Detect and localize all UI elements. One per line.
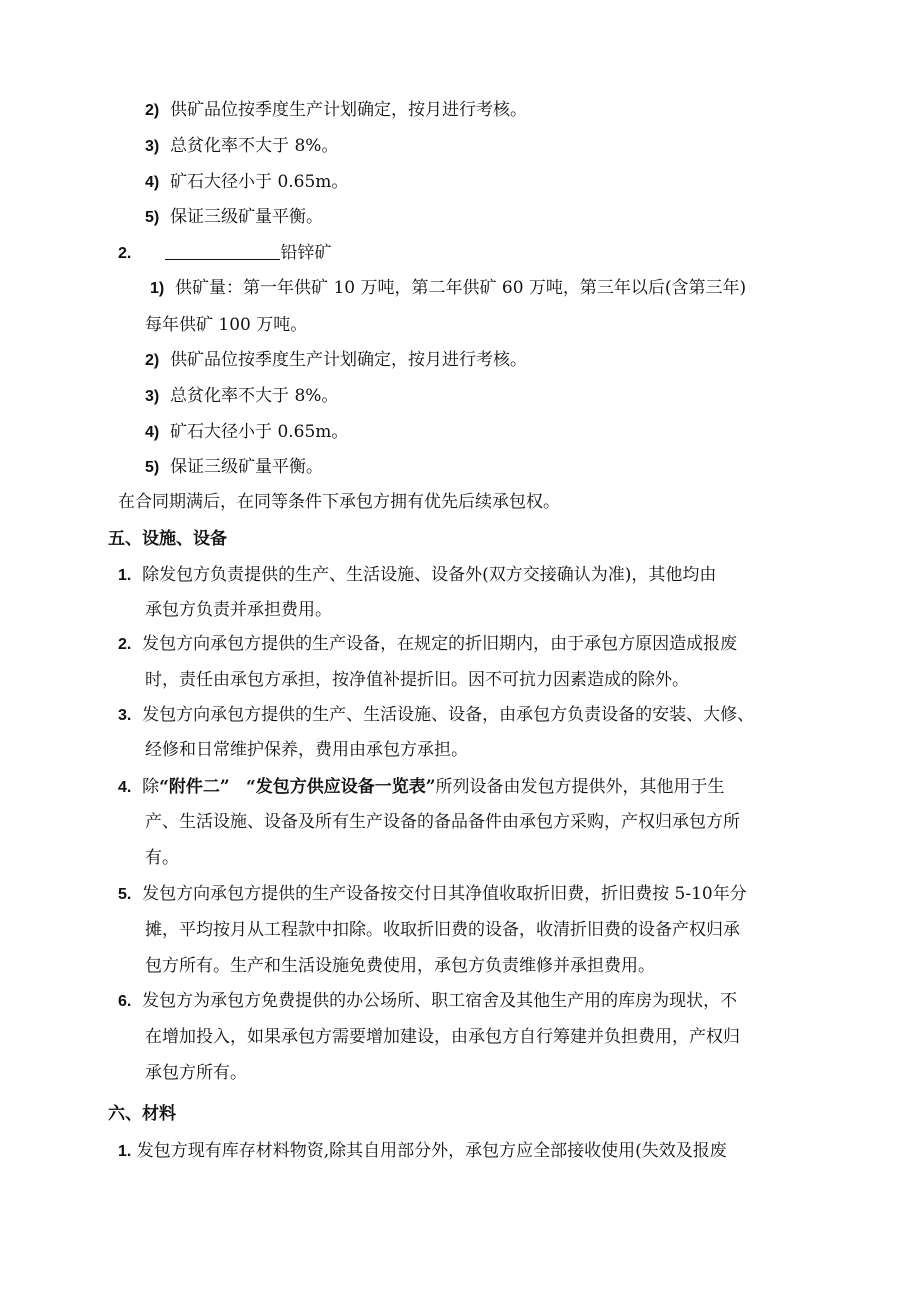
paragraph-text: 发包方为承包方免费提供的办公场所、职工宿舍及其他生产用的库房为现状，不: [142, 991, 738, 1011]
paragraph-number: 2.: [118, 636, 132, 653]
paragraph-text: 除发包方负责提供的生产、生活设施、设备外(双方交接确认为准)，其他均由: [142, 565, 717, 585]
paragraph-1: [118, 563, 716, 588]
list-text-continuation: 每年供矿 100 万吨。: [145, 315, 308, 335]
paragraph-continuation: 经修和日常维护保养，费用由承包方承担。: [145, 740, 468, 760]
renewal-paragraph: 在合同期满后，在同等条件下承包方拥有优先后续承包权。: [118, 492, 560, 512]
paragraph-continuation: 产、生活设施、设备及所有生产设备的备品备件由承包方采购，产权归承包方所: [145, 812, 740, 832]
paragraph-number: 5.: [118, 886, 132, 903]
fill-in-blank: [165, 242, 280, 260]
paragraph-text: 发包方向承包方提供的生产设备，在规定的折旧期内，由于承包方原因造成报废: [142, 634, 738, 654]
section-heading: 五、设施、设备: [108, 529, 227, 549]
list-item: [145, 384, 338, 409]
paragraph-5: [118, 882, 747, 907]
paragraph-text: 所列设备由发包方提供外，其他用于生: [435, 777, 725, 797]
paragraph-number: 4.: [118, 779, 132, 796]
list-number: 2): [145, 102, 160, 119]
list-number: 5): [145, 209, 160, 226]
list-item: [145, 98, 527, 123]
list-number: 3): [145, 138, 160, 155]
list-number: 4): [145, 424, 160, 441]
paragraph-continuation: 有。: [145, 848, 179, 868]
paragraph-continuation: 包方所有。生产和生活设施免费使用，承包方负责维修并承担费用。: [145, 956, 655, 976]
list-item: [145, 348, 527, 373]
list-item: [145, 455, 323, 480]
paragraph-2: [118, 632, 737, 657]
paragraph-continuation: 时，责任由承包方承担，按净值补提折旧。因不可抗力因素造成的除外。: [145, 670, 689, 690]
list-text: 矿石大径小于 0.65m。: [170, 422, 349, 442]
list-number: 1): [150, 280, 165, 297]
paragraph-4: [118, 775, 725, 800]
list-item: [150, 276, 746, 301]
list-item: [145, 420, 348, 445]
appendix-reference: “附件二”: [159, 777, 230, 797]
paragraph-3: [118, 703, 754, 728]
equipment-list-reference: “发包方供应设备一览表”: [245, 777, 436, 797]
paragraph-continuation: 承包方所有。: [145, 1063, 247, 1083]
paragraph-text: 发包方现有库存材料物资,除其自用部分外，承包方应全部接收使用(失效及报废: [136, 1141, 727, 1161]
list-item: [145, 134, 338, 159]
list-number: 4): [145, 174, 160, 191]
list-text: 保证三级矿量平衡。: [170, 207, 324, 227]
paragraph-continuation: 承包方负责并承担费用。: [145, 600, 332, 620]
paragraph-text: 发包方向承包方提供的生产、生活设施、设备，由承包方负责设备的安装、大修、: [142, 705, 755, 725]
section-heading: 六、材料: [108, 1104, 176, 1124]
item-2-suffix: 铅锌矿: [280, 243, 332, 263]
list-item: [145, 170, 348, 195]
paragraph-number: 6.: [118, 993, 132, 1010]
list-text: 矿石大径小于 0.65m。: [170, 172, 349, 192]
list-number: 3): [145, 388, 160, 405]
paragraph-continuation: 摊，平均按月从工程款中扣除。收取折旧费的设备，收清折旧费的设备产权归承: [145, 920, 740, 940]
paragraph-continuation: 在增加投入，如果承包方需要增加建设，由承包方自行筹建并负担费用，产权归: [145, 1027, 740, 1047]
list-text: 保证三级矿量平衡。: [170, 457, 324, 477]
paragraph-text: 除: [142, 777, 160, 797]
list-number: 2.: [118, 245, 132, 262]
list-item-2: [118, 241, 331, 266]
list-text: 供矿量：第一年供矿 10 万吨，第二年供矿 60 万吨，第三年以后(含第三年): [175, 278, 747, 298]
paragraph-number: 3.: [118, 707, 132, 724]
paragraph-1: [118, 1139, 727, 1164]
list-text: 总贫化率不大于 8%。: [170, 386, 339, 406]
paragraph-6: [118, 989, 737, 1014]
paragraph-number: 1.: [118, 567, 132, 584]
paragraph-text: 发包方向承包方提供的生产设备按交付日其净值收取折旧费，折旧费按 5-10年分: [142, 884, 747, 904]
list-number: 5): [145, 459, 160, 476]
list-text: 供矿品位按季度生产计划确定，按月进行考核。: [170, 100, 528, 120]
list-text: 供矿品位按季度生产计划确定，按月进行考核。: [170, 350, 528, 370]
list-number: 2): [145, 352, 160, 369]
paragraph-number: 1.: [118, 1143, 132, 1160]
list-item: [145, 205, 323, 230]
list-text: 总贫化率不大于 8%。: [170, 136, 339, 156]
